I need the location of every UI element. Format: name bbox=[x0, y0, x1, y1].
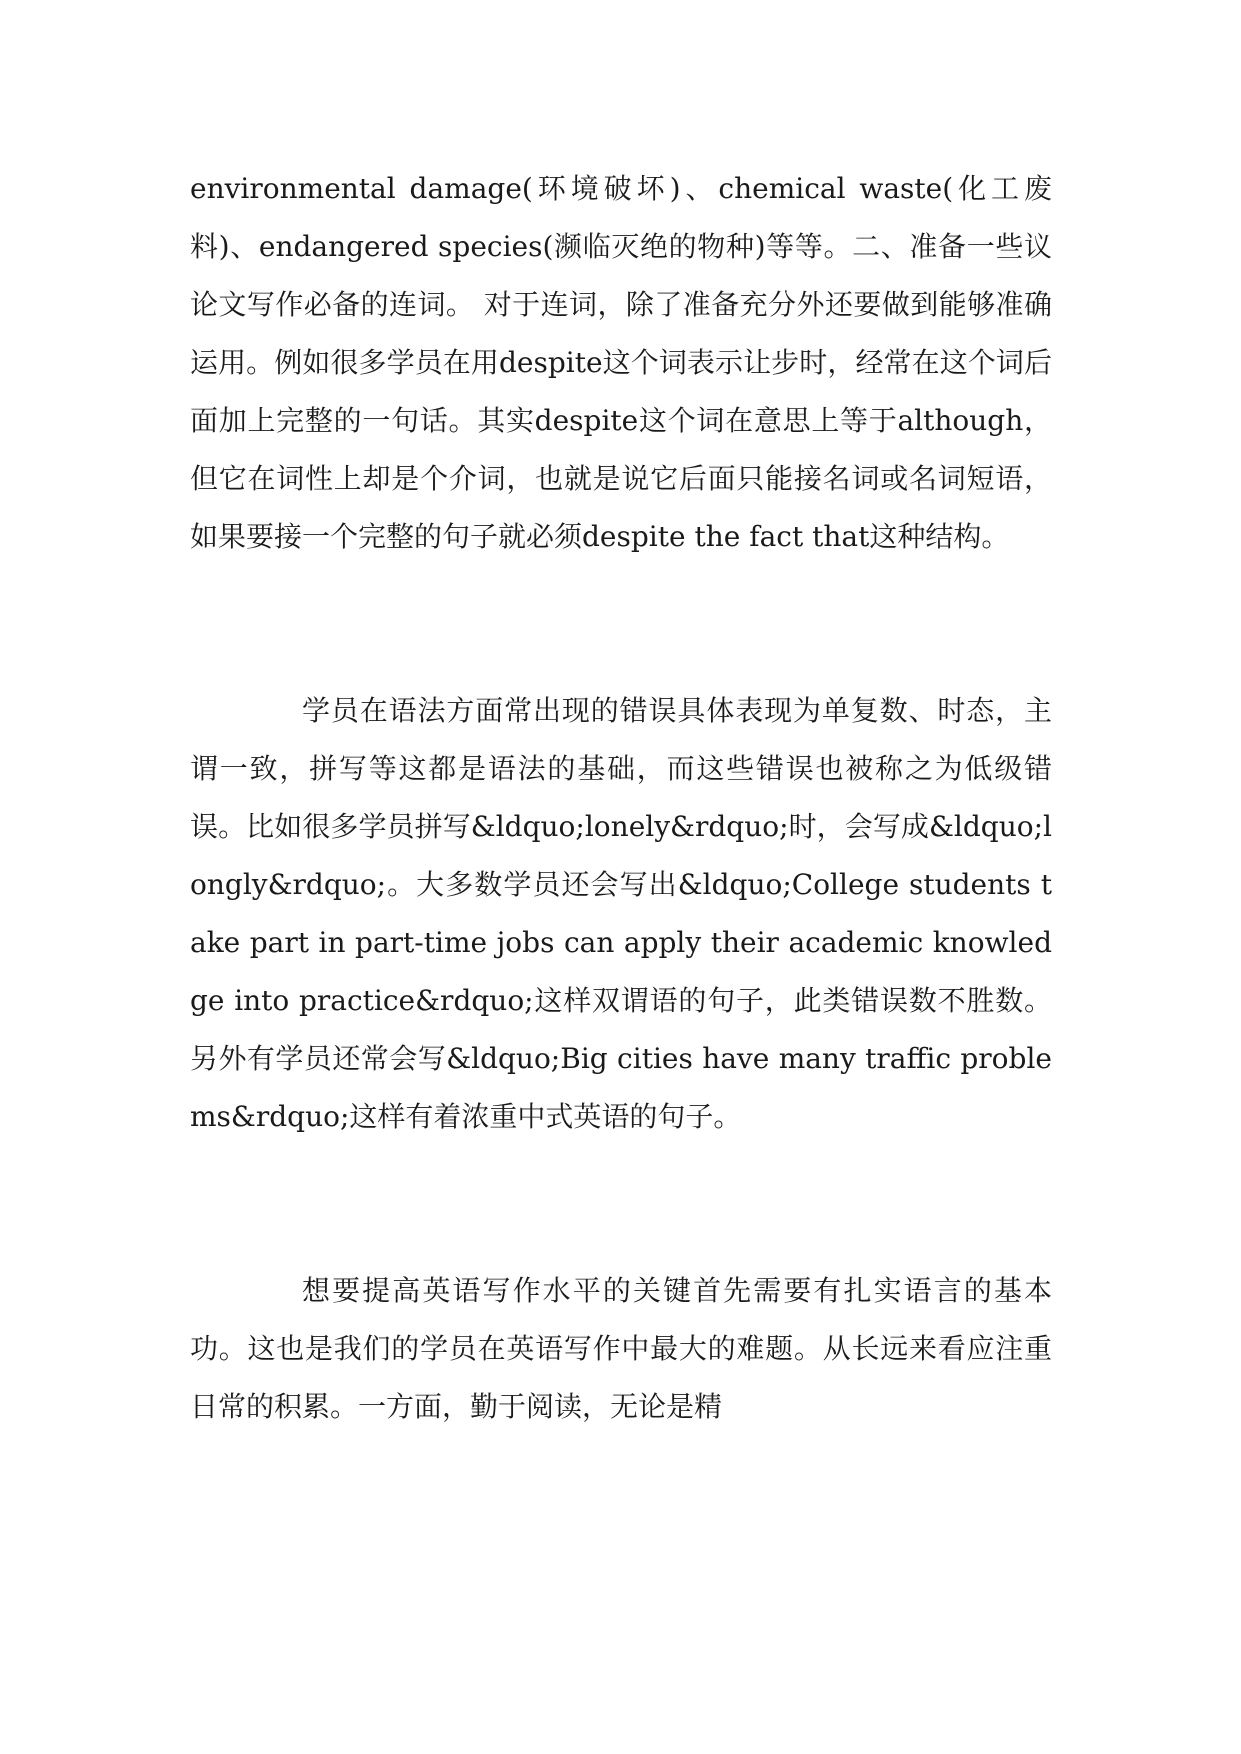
paragraph-writing-foundation: 想要提高英语写作水平的关键首先需要有扎实语言的基本功。这也是我们的学员在英语写作中最大的难题。从长远来看应注重日常的积累。一方面，勤于阅读，无论是精 bbox=[190, 1274, 1052, 1423]
paragraph-connectives: environmental damage(环境破坏)、chemical waste(化工废料)、endangered species(濒临灭绝的物种)等等。二、准备一些议论文写作必备的连词。 对于连词，除了准备充分外还要做到能够准确运用。例如很多学员在用despite这个词表示让步时，经常在这个词后面加上完整的一句话。其实despite这个词在意思上等于although，但它在词性上却是个介词，也就是说它后面只能接名词或名词短语，如果要接一个完整的句子就必须despite the fact that这种结构。 bbox=[190, 172, 1052, 553]
paragraph-grammar-errors: 学员在语法方面常出现的错误具体表现为单复数、时态，主谓一致，拼写等这都是语法的基础，而这些错误也被称之为低级错误。比如很多学员拼写&ldquo;lonely&rdquo;时，会写成&ldquo;longly&rdquo;。大多数学员还会写出&ldquo;College students take part in part-time jobs can apply their academic knowledge into practice&rdquo;这样双谓语的句子，此类错误数不胜数。另外有学员还常会写&ldquo;Big cities have many traffic problems&rdquo;这样有着浓重中式英语的句子。 bbox=[190, 694, 1052, 1133]
document-body bbox=[190, 160, 1052, 1436]
